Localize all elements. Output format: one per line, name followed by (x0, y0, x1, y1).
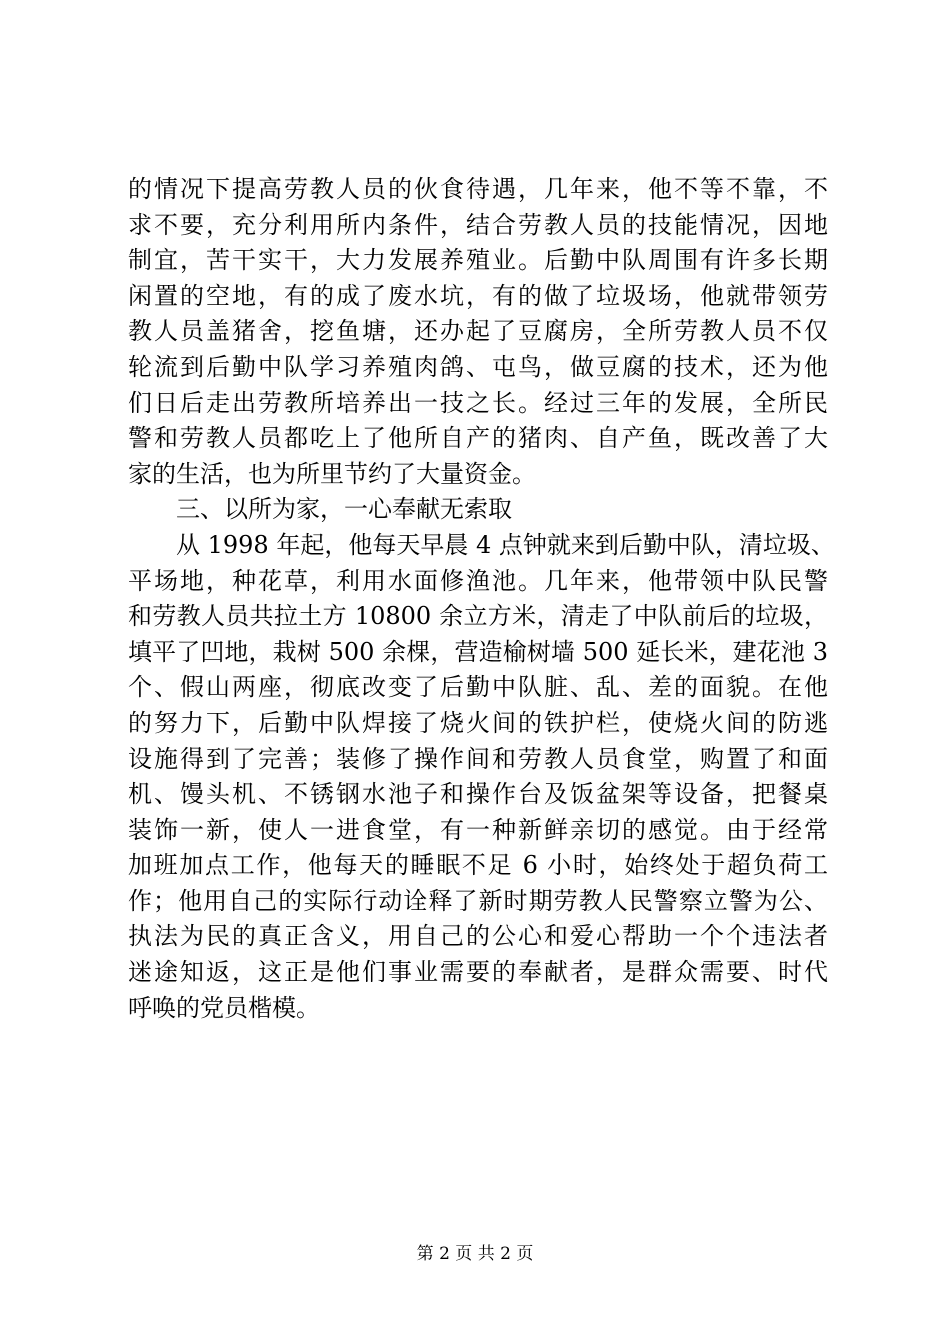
section-line: 装饰一新，使人一进食堂，有一种新鲜亲切的感觉。由于经常 (128, 815, 828, 844)
section-line: 从 1998 年起，他每天早晨 4 点钟就来到后勤中队，清垃圾、 (176, 530, 835, 559)
section-line: 呼唤的党员楷模。 (128, 993, 320, 1022)
page-footer: 第 2 页 共 2 页 (416, 1244, 534, 1264)
section-line: 作；他用自己的实际行动诠释了新时期劳教人民警察立警为公、 (128, 886, 828, 915)
body-line: 家的生活，也为所里节约了大量资金。 (128, 459, 536, 488)
section-line: 设施得到了完善；装修了操作间和劳教人员食堂，购置了和面 (128, 744, 828, 773)
body-line: 闲置的空地，有的成了废水坑，有的做了垃圾场，他就带领劳 (128, 281, 828, 310)
section-line: 平场地，种花草，利用水面修渔池。几年来，他带领中队民警 (128, 566, 828, 595)
section-heading: 三、以所为家，一心奉献无索取 (176, 495, 512, 524)
section-line: 的努力下，后勤中队焊接了烧火间的铁护栏，使烧火间的防逃 (128, 708, 828, 737)
section-line: 和劳教人员共拉土方 10800 余立方米，清走了中队前后的垃圾， (128, 602, 828, 631)
body-line: 轮流到后勤中队学习养殖肉鸽、屯鸟，做豆腐的技术，还为他 (128, 352, 828, 381)
section-line: 加班加点工作，他每天的睡眠不足 6 小时，始终处于超负荷工 (128, 851, 828, 880)
section-line: 填平了凹地，栽树 500 余棵，营造榆树墙 500 延长米，建花池 3 (128, 637, 828, 666)
body-line: 求不要，充分利用所内条件，结合劳教人员的技能情况，因地 (128, 210, 828, 239)
body-line: 们日后走出劳教所培养出一技之长。经过三年的发展，全所民 (128, 388, 828, 417)
section-line: 个、假山两座，彻底改变了后勤中队脏、乱、差的面貌。在他 (128, 673, 828, 702)
document-body (128, 172, 835, 1026)
section-line: 机、馒头机、不锈钢水池子和操作台及饭盆架等设备，把餐桌 (128, 780, 828, 809)
section-line: 执法为民的真正含义，用自己的公心和爱心帮助一个个违法者 (128, 922, 828, 951)
body-line: 警和劳教人员都吃上了他所自产的猪肉、自产鱼，既改善了大 (128, 424, 828, 453)
body-line: 制宜，苦干实干，大力发展养殖业。后勤中队周围有许多长期 (128, 246, 828, 275)
body-line: 教人员盖猪舍，挖鱼塘，还办起了豆腐房，全所劳教人员不仅 (128, 317, 828, 346)
body-line: 的情况下提高劳教人员的伙食待遇，几年来，他不等不靠，不 (128, 175, 828, 203)
section-line: 迷途知返，这正是他们事业需要的奉献者，是群众需要、时代 (128, 958, 828, 987)
